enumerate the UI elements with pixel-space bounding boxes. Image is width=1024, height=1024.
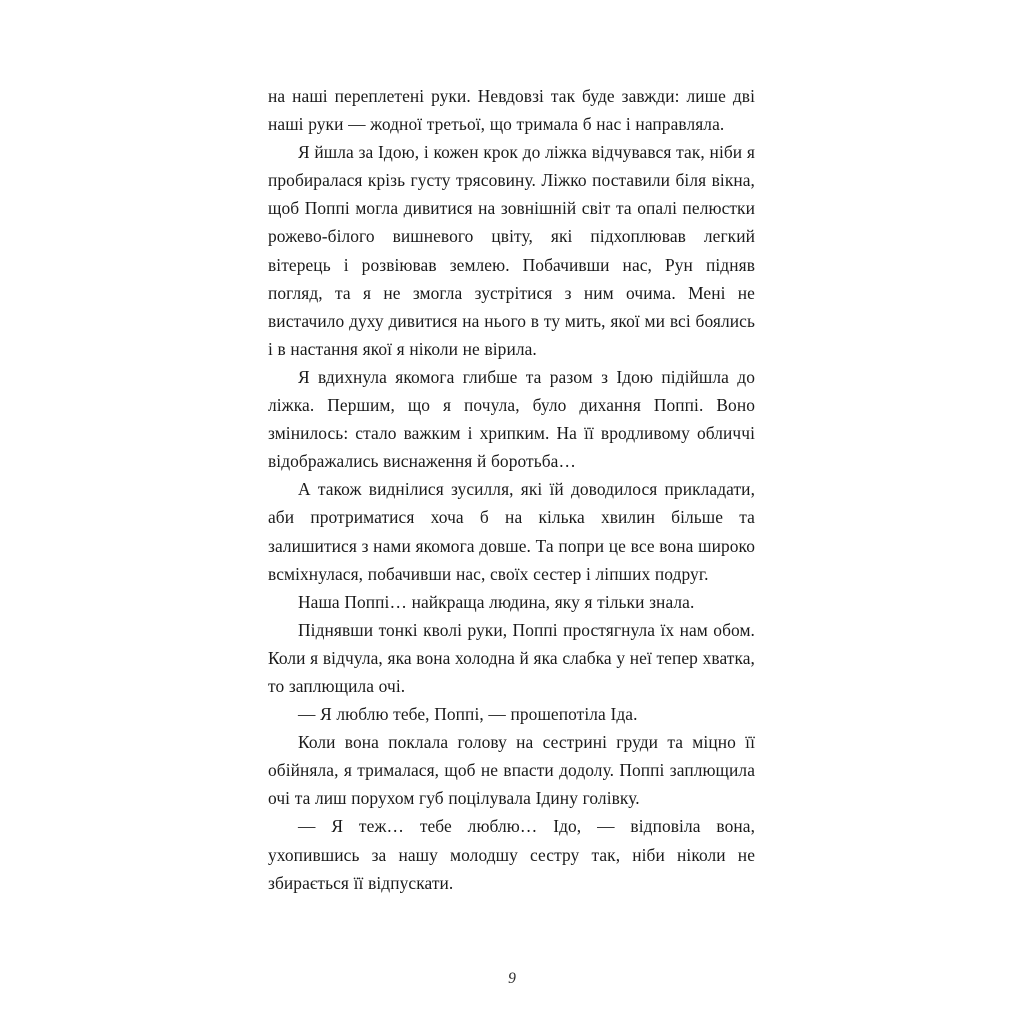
paragraph: — Я люблю тебе, Поппі, — прошепотіла Іда. [298,704,638,725]
paragraph: А також виднілися зусилля, які їй доводилося прикладати, аби протриматися хоча б на кілька хвилин більше та залишитися з нами якомога довше. Та попри це все вона широко всміхнулася, побачивши нас, своїх сестер і ліпших подруг. [268,479,755,584]
paragraph: Я вдихнула якомога глибше та разом з Ідою підійшла до ліжка. Першим, що я почула, було дихання Поппі. Воно змінилось: стало важким і хрипким. На її вродливому обличчі відображались виснаження й боротьба… [268,366,755,472]
paragraph: Коли вона поклала голову на сестрині груди та міцно її обійняла, я трималася, щоб не впасти додолу. Поппі заплющила очі та лиш порухом губ поцілувала Ідину голівку. [268,732,755,809]
page-text-column [268,82,755,897]
paragraph: — Я теж… тебе люблю… Ідо, — відповіла вона, ухопившись за нашу молодшу сестру так, ніби ніколи не збирається її відпускати. [268,816,755,893]
paragraph: Я йшла за Ідою, і кожен крок до ліжка відчувався так, ніби я пробиралася крізь густу трясовину. Ліжко поставили біля вікна, щоб Поппі могла дивитися на зовнішній світ та опалі пелюстки рожево-білого вишневого цвіту, які підхоплював легкий вітерець і розвіював землею. Побачивши нас, Рун підняв погляд, та я не змогла зустрітися з ним очима. Мені не вистачило духу дивитися на нього в ту мить, якої ми всі боялись і в настання якої я ніколи не вірила. [268,142,755,359]
paragraph: Наша Поппі… найкраща людина, яку я тільки знала. [298,591,695,612]
paragraph: Піднявши тонкі кволі руки, Поппі простягнула їх нам обом. Коли я відчула, яка вона холодна й яка слабка у неї тепер хватка, то заплющила очі. [268,619,755,696]
page-number: 9 [508,970,516,987]
paragraph: на наші переплетені руки. Невдовзі так буде завжди: лише дві наші руки — жодної третьої, що тримала б нас і направляла. [268,86,755,135]
